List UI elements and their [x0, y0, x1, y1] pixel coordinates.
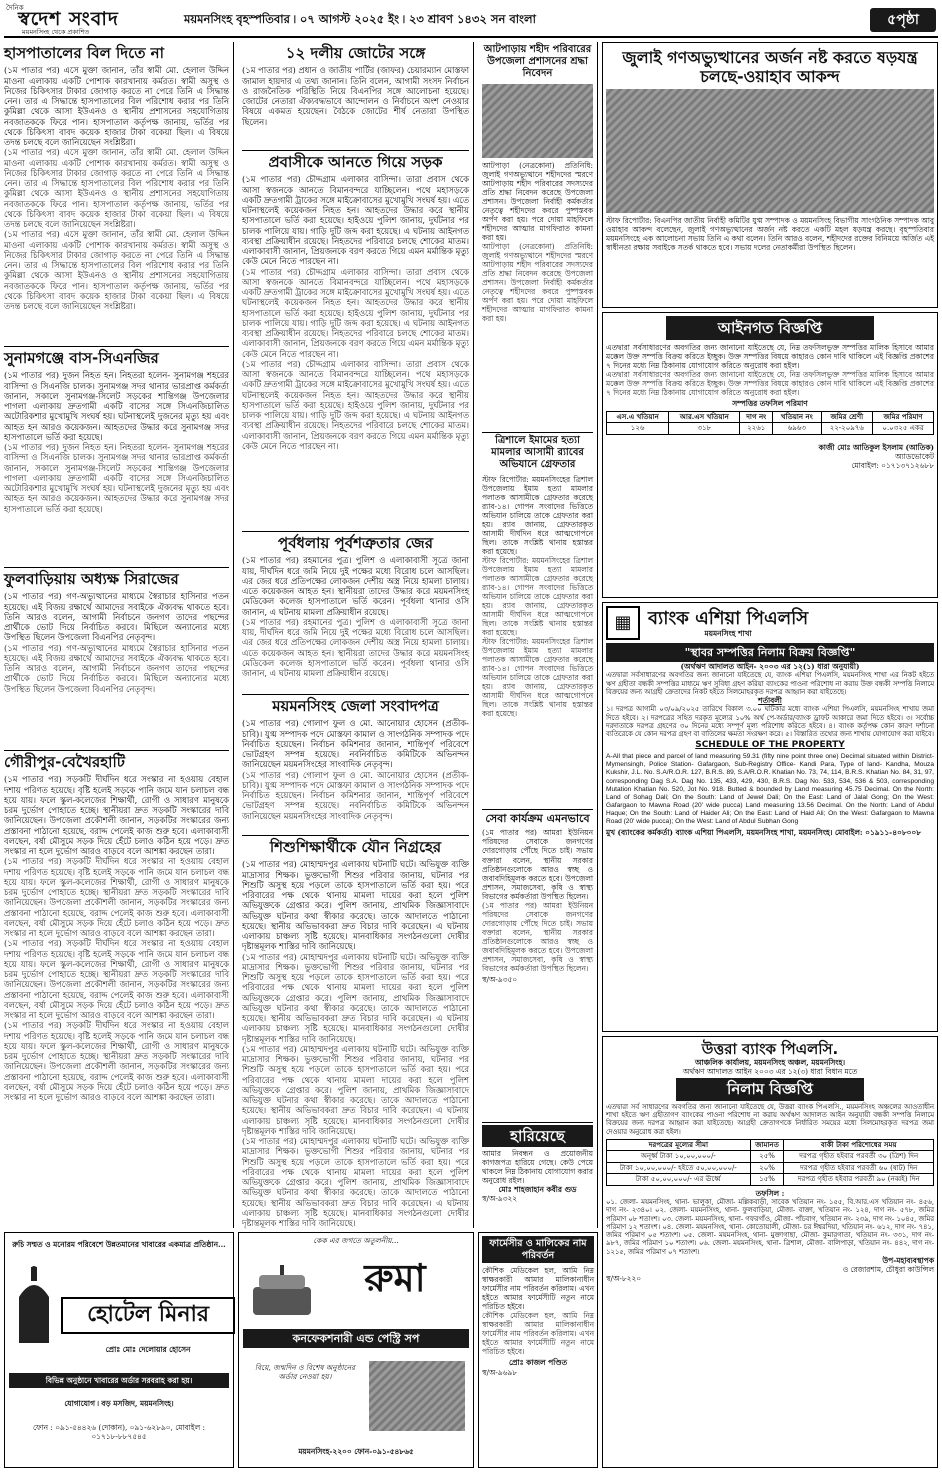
cake-photo: [369, 1361, 465, 1431]
headline: ময়মনসিংহ জেলা সংবাদপত্র: [272, 697, 439, 715]
headline: ১২ দলীয় জোটের সঙ্গে: [285, 44, 426, 62]
table-cell: ০.০৩২৫ একর: [873, 423, 934, 435]
article-body-continued: স্টাফ রিপোর্টার: ময়মনসিংহের ত্রিশাল উপজেলায় ইমাম হত্যা মামলার পলাতক আসামীকে গ্রেফতার করেছে র‌্যাব-১৪। গোপন সংবাদের ভিত্তিতে অভিযান চালিয়ে তাকে গ্রেফতার করা হয়। র‌্যাব জানায়, গ্রেফতারকৃত আসামী দীর্ঘদিন ধরে আত্মগোপনে ছিল। তাকে সংশ্লিষ্ট থানায় হস্তান্তর করা হয়েছে।: [482, 555, 593, 638]
masthead-prefix: দৈনিক: [6, 4, 24, 12]
article-body-continued: (১ম পাতার পর) সড়কটি দীর্ঘদিন ধরে সংস্কার না হওয়ায় বেহাল দশায় পরিণত হয়েছে। বৃষ্টি হলেই সড়কে পানি জমে যান চলাচল বন্ধ হয়ে যায়। ফলে স্কুল-কলেজের শিক্ষার্থী, রোগী ও সাধারণ মানুষকে চরম দুর্ভোগ পোহাতে হচ্ছে। স্থানীয়রা দ্রুত সড়কটি সংস্কারের দাবি জানিয়েছেন। উপজেলা প্রকৌশলী জানান, সড়কটির সংস্কারের জন্য প্রস্তাবনা পাঠানো হয়েছে, বরাদ্দ পেলেই কাজ শুরু হবে। এলাকাবাসী বলছেন, বর্ষা মৌসুমে সড়ক দিয়ে হেঁটে চলাও কঠিন হয়ে পড়ে। দ্রুত সংস্কার না হলে দুর্ভোগ আরও বাড়বে বলে আশঙ্কা করছেন তারা।: [4, 1020, 229, 1103]
table-header-cell: আর.এস খতিয়ান: [669, 411, 740, 423]
notice-designation: অ্যাডভোকেট: [895, 451, 934, 461]
notice-body-continued: এতদ্বারা সর্বসাধারণের অবগতির জন্য জানানো যাইতেছে যে, নিম্ন তফসিলভুক্ত সম্পত্তির মালিক হিসাবে আমার মক্কেল উক্ত সম্পত্তি বিক্রয় করিতে ইচ্ছুক। উক্ত সম্পত্তির বিষয়ে কাহারও কোন দাবি থাকিলে এই বিজ্ঞপ্তি প্রকাশের ৭ দিনের মধ্যে নিম্ন ঠিকানায় যোগাযোগ করিতে অনুরোধ করা হইল।: [606, 370, 934, 398]
ruma-note: বিয়ে, জন্মদিন ও বিশেষ অনুষ্ঠানের অর্ডার নেওয়া হয়।: [254, 1363, 356, 1382]
headline: হাসপাতালের বিল দিতে না: [4, 44, 164, 62]
table-cell: দরপত্র গৃহীত হইবার পরবর্তী ৩০ (ত্রিশ) দিন: [784, 1151, 934, 1163]
schedule-label: তফসিল :: [755, 1188, 785, 1198]
article-body-continued: (১ম পাতার পর) সড়কটি দীর্ঘদিন ধরে সংস্কার না হওয়ায় বেহাল দশায় পরিণত হয়েছে। বৃষ্টি হলেই সড়কে পানি জমে যান চলাচল বন্ধ হয়ে যায়। ফলে স্কুল-কলেজের শিক্ষার্থী, রোগী ও সাধারণ মানুষকে চরম দুর্ভোগ পোহাতে হচ্ছে। স্থানীয়রা দ্রুত সড়কটি সংস্কারের দাবি জানিয়েছেন। উপজেলা প্রকৌশলী জানান, সড়কটির সংস্কারের জন্য প্রস্তাবনা পাঠানো হয়েছে, বরাদ্দ পেলেই কাজ শুরু হবে। এলাকাবাসী বলছেন, বর্ষা মৌসুমে সড়ক দিয়ে হেঁটে চলাও কঠিন হয়ে পড়ে। দ্রুত সংস্কার না হলে দুর্ভোগ আরও বাড়বে বলে আশঙ্কা করছেন তারা।: [4, 938, 229, 1021]
notice-mobile: মোবাইল: ০১৭১৩৭১২৬৮৮: [851, 460, 934, 470]
news-photo: [482, 84, 593, 158]
article-body-continued: (১ম পাতার পর) এসে মুক্তা জানান, তাঁর স্বামী মো. হেলাল উদ্দিন মাওনা এলাকায় একটি পোশাক কারখানায় কর্মরত। স্বামী অসুস্থ ও নিজের চিকিৎসার টাকার জোগাড় করতে না পেরে তিনি এ সিদ্ধান্ত নেন। তার এ সিদ্ধান্তে হাসপাতালের বিল পরিশোধ করার পর তিনি কুমিল্লা থেকে আসা ইউএনও ও স্থানীয় প্রশাসনের সহযোগিতায় নবজাতককে ফিরে পান। হাসপাতাল কর্তৃপক্ষ জানায়, ভর্তির পর থেকে চিকিৎসা বাবদ কয়েক হাজার টাকা বকেয়া ছিল। এ বিষয়ে তদন্ত চলছে বলে জানিয়েছেন সংশ্লিষ্টরা।: [4, 229, 229, 312]
notice-footer: মুখ (ব্যাংকের কর্মকর্তা) ব্যাংক এশিয়া পিএলসি, ময়মনসিংহ শাখা, ময়মনসিংহ। মোবাইল: ০১৯১১-৪০৮০০৮: [606, 827, 922, 837]
hotel-address: যোগাযোগ ৷ বড় মসজিদ, ময়মনসিংহ।: [64, 1399, 174, 1408]
article-body-continued: (১ম পাতার পর) গণ-অভ্যুত্থানের মাধ্যমে স্বৈরাচার হাসিনার পতন হয়েছে। এই বিজয় রক্ষার্থে আমাদের সবাইকে ঐক্যবদ্ধ থাকতে হবে। তিনি আরও বলেন, আগামী নির্বাচনে জনগণ তাদের পছন্দের প্রার্থীকে ভোট দিয়ে নির্বাচিত করবে। মিছিলে অন্যান্যের মধ্যে উপস্থিত ছিলেন উপজেলা বিএনপির নেতৃবৃন্দ।: [4, 642, 229, 694]
notice-title: "স্থাবর সম্পত্তির নিলাম বিক্রয় বিজ্ঞপ্তি": [606, 643, 934, 662]
ruma-ad: [238, 1232, 474, 1468]
headline: জুলাই গণঅভ্যুত্থানের অর্জন নষ্ট করতে ষড়যন্ত্র চলছে-ওয়াহাব আকন্দ: [622, 48, 918, 87]
table-row: [607, 1151, 934, 1163]
article-body: (১ম পাতার পর) রহমানের পুত্র। পুলিশ ও এলাকাবাসী সূত্রে জানা যায়, দীর্ঘদিন ধরে জমি নিয়ে দুই পক্ষের মধ্যে বিরোধ চলে আসছিল। এর জের ধরে প্রতিপক্ষের লোকজন দেশীয় অস্ত্র নিয়ে হামলা চালায়। এতে কয়েকজন আহত হন। স্থানীয়রা তাদের উদ্ধার করে ময়মনসিংহ মেডিকেল কলেজ হাসপাতালে ভর্তি করেন। পূর্বধলা থানার ওসি জানান, এ ঘটনায় মামলা প্রক্রিয়াধীন রয়েছে।: [242, 555, 469, 617]
schedule-text: ০১. জেলা- ময়মনসিংহ, থানা- ভালুকা, মৌজা- মল্লিকবাড়ী, সাবেক খতিয়ান নং- ১৫৫, বি.আর.এস খতিয়ান নং- ৪৫৬, দাগ নং- ২৩৪০। ০২. জেলা- ময়মনসিংহ, থানা- ফুলবাড়িয়া, মৌজা- বাক্তা, খতিয়ান নং- ১২৪, দাগ নং- ৫৭৮, জমির পরিমাণ ০৮ শতাংশ। ০৩. জেলা- ময়মনসিংহ, থানা- গফরগাঁও, মৌজা- পাঁচবাগ, খতিয়ান নং- ২৩৯, দাগ নং- ১০৪৫, জমির পরিমাণ ১২ শতাংশ। ০৪. জেলা- ময়মনসিংহ, থানা- কোতোয়ালী, মৌজা- চর ঈশ্বরদিয়া, খতিয়ান নং- ৬১২, দাগ নং- ৭৪১, জমির পরিমাণ ০৫ শতাংশ। ০৫. জেলা- ময়মনসিংহ, থানা- মুক্তাগাছা, মৌজা- কুমারগাতা, খতিয়ান নং- ৩৩১, দাগ নং- ৯৮৭, জমির পরিমাণ ১০ শতাংশ। ০৬. জেলা- ময়মনসিংহ, থানা- ত্রিশাল, মৌজা- বালিপাড়া, খতিয়ান নং- ৪৪২, দাগ নং- ১২১৫, জমির পরিমাণ ০৭ শতাংশ।: [606, 1197, 934, 1256]
headline: আটপাড়ায় শহীদ পরিবারের উপজেলা প্রশাসনের শ্রদ্ধা নিবেদন: [483, 44, 592, 80]
schedule-table: [606, 411, 934, 435]
schedule-title: SCHEDULE OF THE PROPERTY: [695, 740, 845, 751]
table-header-row: [607, 411, 934, 423]
article-body-continued: (১ম পাতার পর) মোহাম্মদপুর এলাকায় ঘটনাটি ঘটে। অভিযুক্ত ব্যক্তি মাদ্রাসার শিক্ষক। ভুক্তভোগী শিশুর পরিবার জানায়, ঘটনার পর শিশুটি অসুস্থ হয়ে পড়লে তাকে হাসপাতালে ভর্তি করা হয়। পরে পরিবারের পক্ষ থেকে থানায় মামলা দায়ের করা হলে পুলিশ অভিযুক্তকে গ্রেপ্তার করে। পুলিশ জানায়, প্রাথমিক জিজ্ঞাসাবাদে অভিযুক্ত ঘটনার কথা স্বীকার করেছে। তাকে আদালতে পাঠানো হয়েছে। স্থানীয় অভিভাবকরা দ্রুত বিচার দাবি করেছেন। এ ঘটনায় এলাকায় চাঞ্চল্য সৃষ্টি হয়েছে। মানবাধিকার সংগঠনগুলো দোষীর দৃষ্টান্তমূলক শাস্তির দাবি জানিয়েছে।: [242, 1043, 469, 1136]
legal-notice: [602, 312, 938, 598]
column-left: [4, 42, 234, 1228]
article-body: স্টাফ রিপোর্টার: বিএনপির জাতীয় নির্বাহী কমিটির যুগ্ম সম্পাদক ও ময়মনসিংহ বিভাগীয় সাংগঠনিক সম্পাদক আবু ওয়াহাব আকন্দ বলেছেন, জুলাই গণঅভ্যুত্থানের অর্জন নষ্ট করতে একটি মহল ষড়যন্ত্র করছে। বৃহস্পতিবার ময়মনসিংহে এক আলোচনা সভায় তিনি এ কথা বলেন। তিনি আরও বলেন, শহীদদের রক্তের বিনিময়ে অর্জিত এই স্বাধীনতা রক্ষায় সবাইকে সতর্ক থাকতে হবে। সভায় দলের নেতাকর্মীরা উপস্থিত ছিলেন।: [606, 216, 934, 253]
bank-name: উত্তরা ব্যাংক পিএলসি.: [701, 1040, 839, 1058]
bank-name: ব্যাংক এশিয়া পিএলসি: [648, 607, 809, 629]
notice-body: আমার নিবন্ধন ও প্রয়োজনীয় কাগজপত্র হারিয়ে গেছে। কেউ পেয়ে থাকলে নিম্ন ঠিকানায় যোগাযোগ করার অনুরোধ রইল।: [482, 1149, 593, 1186]
article-body-continued: (১ম পাতার পর) মোহাম্মদপুর এলাকায় ঘটনাটি ঘটে। অভিযুক্ত ব্যক্তি মাদ্রাসার শিক্ষক। ভুক্তভোগী শিশুর পরিবার জানায়, ঘটনার পর শিশুটি অসুস্থ হয়ে পড়লে তাকে হাসপাতালে ভর্তি করা হয়। পরে পরিবারের পক্ষ থেকে থানায় মামলা দায়ের করা হলে পুলিশ অভিযুক্তকে গ্রেপ্তার করে। পুলিশ জানায়, প্রাথমিক জিজ্ঞাসাবাদে অভিযুক্ত ঘটনার কথা স্বীকার করেছে। তাকে আদালতে পাঠানো হয়েছে। স্থানীয় অভিভাবকরা দ্রুত বিচার দাবি করেছেন। এ ঘটনায় এলাকায় চাঞ্চল্য সৃষ্টি হয়েছে। মানবাধিকার সংগঠনগুলো দোষীর দৃষ্টান্তমূলক শাস্তির দাবি জানিয়েছে।: [242, 951, 469, 1044]
article-gouripur: [4, 753, 229, 1223]
table-cell: ২০%: [750, 1162, 784, 1174]
article-wahab: [602, 42, 938, 308]
headline: শিশুশিক্ষার্থীকে যৌন নিগ্রহের: [269, 838, 442, 856]
notice-signature: কাজী মোঃ আতিকুল ইসলাম (আতিক): [818, 442, 934, 452]
notice-conditions: ১। দরপত্র আগামী ০৩/০৯/২০২৫ তারিখে বিকাল ৩.০০ ঘটিকার মধ্যে ব্যাংক এশিয়া পিএলসি, ময়মনসিংহ শাখায় জমা দিতে হইবে। ২। দরপত্রের সহিত দরকৃত মূল্যের ১০% অর্থ পে-অর্ডার/ব্যাংক ড্রাফট আকারে জমা দিতে হইবে। ৩। সর্বোচ্চ দরদাতাকে দরপত্র গ্রহণের ৩০ দিনের মধ্যে সম্পূর্ণ মূল্য পরিশোধ করিতে হইবে। ৪। ব্যাংক কর্তৃপক্ষ কোন কারণ দর্শানো ব্যতিরেকে যে কোন দরপত্র গ্রহণ বা বাতিলের ক্ষমতা সংরক্ষণ করে। ৫। বিস্তারিত তথ্যের জন্য শাখায় যোগাযোগ করা যাইবে।: [606, 705, 934, 739]
bank-branch: ময়মনসিংহ শাখা: [704, 629, 752, 639]
article-body: (১ম পাতার পর) আমরা ইউনিয়ন পরিষদের সেবাকে জনগণের দোরগোড়ায় পৌঁছে দিতে চাই। সভায় বক্তারা বলেন, স্থানীয় সরকার প্রতিষ্ঠানগুলোকে আরও স্বচ্ছ ও জবাবদিহিমূলক করতে হবে। উপজেলা প্রশাসন, সমাজসেবা, কৃষি ও স্বাস্থ্য বিভাগের কর্মকর্তারা উপস্থিত ছিলেন।: [482, 828, 593, 901]
table-header-cell: বাকী টাকা পরিশোধের সময়: [784, 1139, 934, 1151]
article-body-continued: (১ম পাতার পর) এসে মুক্তা জানান, তাঁর স্বামী মো. হেলাল উদ্দিন মাওনা এলাকায় একটি পোশাক কারখানায় কর্মরত। স্বামী অসুস্থ ও নিজের চিকিৎসার টাকার জোগাড় করতে না পেরে তিনি এ সিদ্ধান্ত নেন। তার এ সিদ্ধান্তে হাসপাতালের বিল পরিশোধ করার পর তিনি কুমিল্লা থেকে আসা ইউএনও ও স্থানীয় প্রশাসনের সহযোগিতায় নবজাতককে ফিরে পান। হাসপাতাল কর্তৃপক্ষ জানায়, ভর্তির পর থেকে চিকিৎসা বাবদ কয়েক হাজার টাকা বকেয়া ছিল। এ বিষয়ে তদন্ত চলছে বলে জানিয়েছেন সংশ্লিষ্টরা।: [4, 147, 229, 230]
ad-code: স্ব/অ-৯৬৯৮: [482, 1367, 518, 1377]
notice-title: নিলাম বিজ্ঞপ্তি: [676, 1078, 864, 1100]
schedule-text: A-All that piece and parcel of land measuring 59.31 (fifty nine point three one) Decimal situated within District- Mymensingh, Police Station- Gafargaon, Sub-Registry Office- Kandi Para, Type of land- Kandha, Mouza Kukshir, J.L. No. S.A/R.O.R. 127, B.R.S. 89, S.A/R.O.R. Khatian No. 73, 74, 114, B.R.S. Khatian No. 84, 31, 97, corresponding Dag S.A. Dag No. 135, 433, 429, 430, B.R.S. Dag No. 533, 534, 536 & 503, corresponding Mutation Khatian No. 520, Jot No. 918. Butted & bounded by Land measuring 45.75 Decimal. On the North: Land of Sohag Dali; On the South: Land of Jewel Dali; On the East: Land of Jalal Gong; On the West: Gafargaon to Mawna Road (20' wide pucca) Land measuring 13.56 Decimal. On the North: Land of Abdul Haque; On the South: Land of Haider Ali; On the East: Land of Haid Ali; On the West: Gafargaon to Mawna Road (20' wide pucca); On the West: Land of Abdul Subhan Gong: [606, 753, 934, 825]
table-row: [607, 1174, 934, 1186]
article-body-continued: (১ম পাতার পর) রহমানের পুত্র। পুলিশ ও এলাকাবাসী সূত্রে জানা যায়, দীর্ঘদিন ধরে জমি নিয়ে দুই পক্ষের মধ্যে বিরোধ চলে আসছিল। এর জের ধরে প্রতিপক্ষের লোকজন দেশীয় অস্ত্র নিয়ে হামলা চালায়। এতে কয়েকজন আহত হন। স্থানীয়রা তাদের উদ্ধার করে ময়মনসিংহ মেডিকেল কলেজ হাসপাতালে ভর্তি করেন। পূর্বধলা থানার ওসি জানান, এ ঘটনায় মামলা প্রক্রিয়াধীন রয়েছে।: [242, 616, 469, 679]
ruma-footer: ময়মনসিংহ-২২০০ ফোন-০৯১-৫৪৮৬৫: [298, 1447, 414, 1456]
masthead-title: স্বদেশ সংবাদ: [18, 8, 119, 30]
notice-body-continued: কৌশিক মেডিকেল হল, আমি নিম্ন স্বাক্ষরকারী আমার মালিকানাধীন ফার্মেসীর নাম পরিবর্তন করিলাম। এখন হইতে আমার ফার্মেসীটি নতুন নামে পরিচিত হইবে।: [482, 1311, 594, 1357]
conditions-label: শর্তাবলী: [758, 696, 782, 706]
article-twelve-party: [242, 44, 469, 151]
article-atpara: [482, 44, 593, 433]
article-purbadhala: [242, 534, 469, 695]
article-body-continued: স্টাফ রিপোর্টার: ময়মনসিংহের ত্রিশাল উপজেলায় ইমাম হত্যা মামলার পলাতক আসামীকে গ্রেফতার করেছে র‌্যাব-১৪। গোপন সংবাদের ভিত্তিতে অভিযান চালিয়ে তাকে গ্রেফতার করা হয়। র‌্যাব জানায়, গ্রেফতারকৃত আসামী দীর্ঘদিন ধরে আত্মগোপনে ছিল। তাকে সংশ্লিষ্ট থানায় হস্তান্তর করা হয়েছে।: [482, 637, 593, 719]
article-body: (১ম পাতার পর) মোহাম্মদপুর এলাকায় ঘটনাটি ঘটে। অভিযুক্ত ব্যক্তি মাদ্রাসার শিক্ষক। ভুক্তভোগী শিশুর পরিবার জানায়, ঘটনার পর শিশুটি অসুস্থ হয়ে পড়লে তাকে হাসপাতালে ভর্তি করা হয়। পরে পরিবারের পক্ষ থেকে থানায় মামলা দায়ের করা হলে পুলিশ অভিযুক্তকে গ্রেপ্তার করে। পুলিশ জানায়, প্রাথমিক জিজ্ঞাসাবাদে অভিযুক্ত ঘটনার কথা স্বীকার করেছে। তাকে আদালতে পাঠানো হয়েছে। স্থানীয় অভিভাবকরা দ্রুত বিচার দাবি করেছেন। এ ঘটনায় এলাকায় চাঞ্চল্য সৃষ্টি হয়েছে। মানবাধিকার সংগঠনগুলো দোষীর দৃষ্টান্তমূলক শাস্তির দাবি জানিয়েছে।: [242, 859, 469, 952]
masthead-tagline: ময়মনসিংহ থেকে প্রকাশিত: [22, 28, 90, 36]
article-body: স্টাফ রিপোর্টার: ময়মনসিংহের ত্রিশাল উপজেলায় ইমাম হত্যা মামলার পলাতক আসামীকে গ্রেফতার করেছে র‌্যাব-১৪। গোপন সংবাদের ভিত্তিতে অভিযান চালিয়ে তাকে গ্রেফতার করা হয়। র‌্যাব জানায়, গ্রেফতারকৃত আসামী দীর্ঘদিন ধরে আত্মগোপনে ছিল। তাকে সংশ্লিষ্ট থানায় হস্তান্তর করা হয়েছে।: [482, 474, 593, 556]
table-cell: ২৫%: [750, 1151, 784, 1163]
article-body-continued: (১ম পাতার পর) দুজন নিহত হন। নিহতরা হলেন- সুনামগঞ্জ শহরের বাসিন্দা ও সিএনজি চালক। সুনামগঞ্জ সদর থানার ভারপ্রাপ্ত কর্মকর্তা জানান, সকালে সুনামগঞ্জ-সিলেট সড়কের শান্তিগঞ্জ উপজেলার পাগলা এলাকায় দ্রুতগামী একটি বাসের সঙ্গে সিএনজিচালিত অটোরিকশার মুখোমুখি সংঘর্ষ হয়। ঘটনাস্থলেই দুজনের মৃত্যু হয় এবং আহত হন আরও কয়েকজন। আহতদের উদ্ধার করে সুনামগঞ্জ সদর হাসপাতালে ভর্তি করা হয়েছে।: [4, 442, 229, 514]
table-cell: অনূর্ধ্ব টাকা ১০,০০,০০০/-: [607, 1151, 751, 1163]
table-cell: ২২-২০৯৭৬: [821, 423, 873, 435]
article-body-continued: আটপাড়া (নেত্রকোনা) প্রতিনিধি: জুলাই গণঅভ্যুত্থানে শহীদদের স্মরণে আটপাড়ায় শহীদ পরিবারের সদস্যদের প্রতি শ্রদ্ধা নিবেদন করেছে উপজেলা প্রশাসন। উপজেলা নির্বাহী কর্মকর্তার নেতৃত্বে শহীদদের কবরে পুষ্পস্তবক অর্পণ করা হয়। পরে দোয়া মাহফিলে শহীদদের আত্মার মাগফিরাত কামনা করা হয়।: [482, 241, 593, 324]
ad-tagline: কেক এর জগতে অতুলনীয়...: [313, 1236, 399, 1245]
hotel-minar-ad: [4, 1232, 234, 1468]
ad-code: স্ব/অ-৯৩৫০: [482, 974, 518, 984]
uttara-bank-notice: [602, 1036, 938, 1468]
notice-intro: এতদ্বারা সর্বসাধারণের অবগতির জন্য জানানো যাইতেছে যে, ব্যাংক এশিয়া পিএলসি, ময়মনসিংহ শাখা এর নিকট হইতে ঋণ গ্রহীতা বন্ধকী সম্পত্তির মাধ্যমে ঋণ সুবিধা গ্রহণ করিয়া ব্যাংকের পাওনা পরিশোধ না করায় উক্ত বন্ধকী সম্পত্তি নিলামে বিক্রয়ের জন্য আগ্রহী ক্রেতাদের নিকট হইতে সিলমোহরকৃত দরপত্র আহ্বান করা যাইতেছে।: [606, 671, 934, 696]
ruma-subtitle: কনফেকশনারী এন্ড পেস্ট্রি সপ: [243, 1329, 469, 1348]
notice-signature-sub: ও রেজারশাম, চৌধুরা কাউন্সিল: [842, 1264, 934, 1274]
bank-asia-header: [606, 606, 934, 640]
article-seba: [482, 812, 593, 1123]
table-header-cell: দাগ নং: [740, 411, 773, 423]
headline: ফার্মেসীর ও মালিকের নাম পরিবর্তন: [482, 1236, 594, 1263]
table-header-cell: জমির পরিমাণ: [873, 411, 934, 423]
schedule-label: সম্পত্তির তফসিল পরিমাণ: [732, 399, 808, 409]
article-body: আটপাড়া (নেত্রকোনা) প্রতিনিধি: জুলাই গণঅভ্যুত্থানে শহীদদের স্মরণে আটপাড়ায় শহীদ পরিবারের সদস্যদের প্রতি শ্রদ্ধা নিবেদন করেছে উপজেলা প্রশাসন। উপজেলা নির্বাহী কর্মকর্তার নেতৃত্বে শহীদদের কবরে পুষ্পস্তবক অর্পণ করা হয়। পরে দোয়া মাহফিলে শহীদদের আত্মার মাগফিরাত কামনা করা হয়।: [482, 160, 593, 242]
ad-tagline: রুচি সম্মত ও মনোরম পরিবেশে উন্নতমানের খাবারের একমাত্র প্রতিষ্ঠান...: [12, 1240, 226, 1249]
headline: ত্রিশালে ইমামের হত্যা মামলার আসামী র‌্যাবের অভিযানে গ্রেফতার: [491, 435, 584, 471]
headline: হারিয়েছে: [482, 1125, 593, 1147]
table-header-cell: জামানত: [750, 1139, 784, 1151]
hotel-phones: ফোন : ০৯১-৫৪৪২৬ (দোকান), ০৯১-৬২৮৯০, মোবাইল : ০১৭১৮-৮৮৭৫৪৫: [33, 1423, 205, 1442]
headline: ফুলবাড়িয়ায় অধ্যক্ষ সিরাজের: [4, 570, 179, 588]
article-body-continued: (১ম পাতার পর) গোলাপ ফুল ও মো. আনোয়ার হোসেন (প্রতীক- চাবি)। যুগ্ম সম্পাদক পদে মোস্তফা কামাল ও সাংগঠনিক সম্পাদক পদে নির্বাচিত হয়েছেন। নির্বাচন কমিশনার জানান, শান্তিপূর্ণ পরিবেশে ভোটগ্রহণ সম্পন্ন হয়েছে। নবনির্বাচিত কমিটিকে অভিনন্দন জানিয়েছেন ময়মনসিংহের সাংবাদিক নেতৃবৃন্দ।: [242, 769, 469, 821]
table-header-row: [607, 1139, 934, 1151]
table-cell: দরপত্র গৃহীত হইবার পরবর্তী ৯০ (নব্বই) দিন: [784, 1174, 934, 1186]
headline: পূর্বধলায় পূর্বশত্রুতার জের: [278, 534, 433, 552]
notice-body: এতদ্বারা সর্বসাধারণের অবগতির জন্য জানানো যাইতেছে যে, নিম্ন তফসিলভুক্ত সম্পত্তির মালিক হিসাবে আমার মক্কেল উক্ত সম্পত্তি বিক্রয় করিতে ইচ্ছুক। উক্ত সম্পত্তির বিষয়ে কাহারও কোন দাবি থাকিলে এই বিজ্ঞপ্তি প্রকাশের ৭ দিনের মধ্যে নিম্ন ঠিকানায় যোগাযোগ করিতে অনুরোধ করা হইল।: [606, 343, 934, 371]
bank-office: আঞ্চলিক কার্যালয়, ময়মনসিংহ অঞ্চল, ময়মনসিংহ।: [695, 1058, 845, 1068]
article-body: (১ম পাতার পর) এসে মুক্তা জানান, তাঁর স্বামী মো. হেলাল উদ্দিন মাওনা এলাকায় একটি পোশাক কারখানায় কর্মরত। স্বামী অসুস্থ ও নিজের চিকিৎসার টাকার জোগাড় করতে না পেরে তিনি এ সিদ্ধান্ত নেন। তার এ সিদ্ধান্তে হাসপাতালের বিল পরিশোধ করার পর তিনি কুমিল্লা থেকে আসা ইউএনও ও স্থানীয় প্রশাসনের সহযোগিতায় নবজাতককে ফিরে পান। হাসপাতাল কর্তৃপক্ষ জানায়, ভর্তির পর থেকে চিকিৎসা বাবদ কয়েক হাজার টাকা বকেয়া ছিল। এ বিষয়ে তদন্ত চলছে বলে জানিয়েছেন সংশ্লিষ্টরা।: [4, 65, 229, 148]
hotel-proprietor: প্রোঃ মোঃ দেলোয়ার হোসেন: [105, 1345, 191, 1354]
notice-law: (অর্থঋণ আদালত আইন- ২০০৩ এর ১২(১) ধারা অনুযায়ী): [680, 662, 860, 672]
article-sunamganj: [4, 349, 229, 568]
headline: সেবা কার্যক্রম এমনভাবে: [485, 812, 590, 825]
ad-code: স্ব/অ-৯৩২২: [482, 1194, 518, 1204]
article-trishal: [482, 435, 593, 810]
hotel-name: হোটেল মিনার: [61, 1297, 235, 1334]
article-body-continued: (১ম পাতার পর) চৌদ্দগ্রাম এলাকার বাসিন্দা। তারা প্রবাস থেকে আসা স্বজনকে আনতে বিমানবন্দরে যাচ্ছিলেন। পথে মহাসড়কে একটি দ্রুতগামী ট্রাকের সঙ্গে মাইক্রোবাসের মুখোমুখি সংঘর্ষ হয়। এতে ঘটনাস্থলেই কয়েকজন নিহত হন। আহতদের উদ্ধার করে স্থানীয় হাসপাতালে ভর্তি করা হয়েছে। হাইওয়ে পুলিশ জানায়, দুর্ঘটনার পর চালক পালিয়ে যায়। গাড়ি দুটি জব্দ করা হয়েছে। এ ঘটনায় আইনগত ব্যবস্থা প্রক্রিয়াধীন রয়েছে। নিহতদের পরিবারে চলছে শোকের মাতম। এলাকাবাসী জানান, প্রিয়জনকে বরণ করতে গিয়ে এমন মর্মান্তিক মৃত্যু কেউ মেনে নিতে পারছেন না।: [242, 358, 469, 451]
tender-table: [606, 1139, 934, 1186]
ad-code: স্ব/অ-৮২২০: [606, 1273, 642, 1283]
table-row: [607, 423, 934, 435]
article-hospital: [4, 44, 229, 347]
article-child-abuse: [242, 838, 469, 1229]
table-cell: ২২৬১: [740, 423, 773, 435]
article-probashi: [242, 153, 469, 532]
notice-signature: মোঃ শাহজাহান কবীর গুড: [498, 1185, 577, 1195]
notice-title: আইনগত বিজ্ঞপ্তি: [666, 316, 874, 340]
table-row: [607, 1162, 934, 1174]
news-photo: [606, 89, 934, 213]
masthead-logo: [4, 4, 180, 36]
article-body: (১ম পাতার পর) চৌদ্দগ্রাম এলাকার বাসিন্দা। তারা প্রবাস থেকে আসা স্বজনকে আনতে বিমানবন্দরে যাচ্ছিলেন। পথে মহাসড়কে একটি দ্রুতগামী ট্রাকের সঙ্গে মাইক্রোবাসের মুখোমুখি সংঘর্ষ হয়। এতে ঘটনাস্থলেই কয়েকজন নিহত হন। আহতদের উদ্ধার করে স্থানীয় হাসপাতালে ভর্তি করা হয়েছে। হাইওয়ে পুলিশ জানায়, দুর্ঘটনার পর চালক পালিয়ে যায়। গাড়ি দুটি জব্দ করা হয়েছে। এ ঘটনায় আইনগত ব্যবস্থা প্রক্রিয়াধীন রয়েছে। নিহতদের পরিবারে চলছে শোকের মাতম। এলাকাবাসী জানান, প্রিয়জনকে বরণ করতে গিয়ে এমন মর্মান্তিক মৃত্যু কেউ মেনে নিতে পারছেন না।: [242, 174, 469, 267]
cake-icon: [247, 1263, 317, 1319]
table-header-cell: এস.এ খতিয়ান: [607, 411, 669, 423]
column-narrow: [478, 42, 598, 1228]
article-fulbaria: [4, 570, 229, 751]
headline: সুনামগঞ্জে বাস-সিএনজির: [4, 349, 159, 367]
hotel-service: বিভিন্ন অনুষ্ঠানে খাবারের অর্ডার সরবরাহ করা হয়।: [9, 1373, 229, 1388]
notice-body: এতদ্বারা সর্ব সাধারণের অবগতির জন্য জানানো যাইতেছে যে, উত্তরা ব্যাংক পিএলসি., ময়মনসিংহ অঞ্চলের আওতাধীন শাখা হইতে ঋণ গ্রহীতাগণ ব্যাংকের পাওনা পরিশোধ না করায় অর্থঋণ আদালত আইন অনুযায়ী বন্ধকী সম্পত্তি নিলামে বিক্রয়ের জন্য দরপত্র আহ্বান করা যাইতেছে। আগ্রহী ক্রেতাগণকে নির্ধারিত সময়ের মধ্যে সিলমোহরকৃত দরপত্র জমা দেওয়ার অনুরোধ করা হইল।: [606, 1102, 934, 1136]
table-header-cell: দরপত্রের মূল্যের সীমা: [607, 1139, 751, 1151]
missing-notice: [482, 1125, 593, 1235]
article-body: (১ম পাতার পর) দুজন নিহত হন। নিহতরা হলেন- সুনামগঞ্জ শহরের বাসিন্দা ও সিএনজি চালক। সুনামগঞ্জ সদর থানার ভারপ্রাপ্ত কর্মকর্তা জানান, সকালে সুনামগঞ্জ-সিলেট সড়কের শান্তিগঞ্জ উপজেলার পাগলা এলাকায় দ্রুতগামী একটি বাসের সঙ্গে সিএনজিচালিত অটোরিকশার মুখোমুখি সংঘর্ষ হয়। ঘটনাস্থলেই দুজনের মৃত্যু হয় এবং আহত হন আরও কয়েকজন। আহতদের উদ্ধার করে সুনামগঞ্জ সদর হাসপাতালে ভর্তি করা হয়েছে।: [4, 370, 229, 442]
bank-asia-logo-icon: ▦: [606, 606, 640, 640]
table-cell: টাকা ৫০,০০,০০০/- এর ঊর্ধ্বে: [607, 1174, 751, 1186]
notice-law: অর্থঋণ আদালত আইন ২০০৩ এর ১২(৩) ধারা বিধান মতে: [682, 1067, 858, 1077]
table-cell: ১২৬: [607, 423, 669, 435]
notice-body: কৌশিক মেডিকেল হল, আমি নিম্ন স্বাক্ষরকারী আমার মালিকানাধীন ফার্মেসীর নাম পরিবর্তন করিলাম। এখন হইতে আমার ফার্মেসীটি নতুন নামে পরিচিত হইবে।: [482, 1266, 594, 1312]
bank-asia-notice: [602, 602, 938, 1032]
notice-signature: প্রোঃ কাজল পণ্ডিত: [508, 1358, 568, 1368]
article-body-continued: (১ম পাতার পর) আমরা ইউনিয়ন পরিষদের সেবাকে জনগণের দোরগোড়ায় পৌঁছে দিতে চাই। সভায় বক্তারা বলেন, স্থানীয় সরকার প্রতিষ্ঠানগুলোকে আরও স্বচ্ছ ও জবাবদিহিমূলক করতে হবে। উপজেলা প্রশাসন, সমাজসেবা, কৃষি ও স্বাস্থ্য বিভাগের কর্মকর্তারা উপস্থিত ছিলেন।: [482, 900, 593, 973]
headline: প্রবাসীকে আনতে গিয়ে সড়ক: [268, 153, 443, 171]
column-center: [238, 42, 474, 1228]
page-number: ৫পৃষ্ঠা: [870, 8, 936, 32]
dateline: ময়মনসিংহ বৃহস্পতিবার ৷ ০৭ আগস্ট ২০২৫ ইং ৷ ২৩ শ্রাবণ ১৪৩২ সন বাংলা: [184, 12, 536, 26]
article-body: (১ম পাতার পর) সড়কটি দীর্ঘদিন ধরে সংস্কার না হওয়ায় বেহাল দশায় পরিণত হয়েছে। বৃষ্টি হলেই সড়কে পানি জমে যান চলাচল বন্ধ হয়ে যায়। ফলে স্কুল-কলেজের শিক্ষার্থী, রোগী ও সাধারণ মানুষকে চরম দুর্ভোগ পোহাতে হচ্ছে। স্থানীয়রা দ্রুত সড়কটি সংস্কারের দাবি জানিয়েছেন। উপজেলা প্রকৌশলী জানান, সড়কটির সংস্কারের জন্য প্রস্তাবনা পাঠানো হয়েছে, বরাদ্দ পেলেই কাজ শুরু হবে। এলাকাবাসী বলছেন, বর্ষা মৌসুমে সড়ক দিয়ে হেঁটে চলাও কঠিন হয়ে পড়ে। দ্রুত সংস্কার না হলে দুর্ভোগ আরও বাড়বে বলে আশঙ্কা করছেন তারা।: [4, 774, 229, 857]
article-body-continued: (১ম পাতার পর) মোহাম্মদপুর এলাকায় ঘটনাটি ঘটে। অভিযুক্ত ব্যক্তি মাদ্রাসার শিক্ষক। ভুক্তভোগী শিশুর পরিবার জানায়, ঘটনার পর শিশুটি অসুস্থ হয়ে পড়লে তাকে হাসপাতালে ভর্তি করা হয়। পরে পরিবারের পক্ষ থেকে থানায় মামলা দায়ের করা হলে পুলিশ অভিযুক্তকে গ্রেপ্তার করে। পুলিশ জানায়, প্রাথমিক জিজ্ঞাসাবাদে অভিযুক্ত ঘটনার কথা স্বীকার করেছে। তাকে আদালতে পাঠানো হয়েছে। স্থানীয় অভিভাবকরা দ্রুত বিচার দাবি করেছেন। এ ঘটনায় এলাকায় চাঞ্চল্য সৃষ্টি হয়েছে। মানবাধিকার সংগঠনগুলো দোষীর দৃষ্টান্তমূলক শাস্তির দাবি জানিয়েছে।: [242, 1136, 469, 1229]
article-body-continued: (১ম পাতার পর) সড়কটি দীর্ঘদিন ধরে সংস্কার না হওয়ায় বেহাল দশায় পরিণত হয়েছে। বৃষ্টি হলেই সড়কে পানি জমে যান চলাচল বন্ধ হয়ে যায়। ফলে স্কুল-কলেজের শিক্ষার্থী, রোগী ও সাধারণ মানুষকে চরম দুর্ভোগ পোহাতে হচ্ছে। স্থানীয়রা দ্রুত সড়কটি সংস্কারের দাবি জানিয়েছেন। উপজেলা প্রকৌশলী জানান, সড়কটির সংস্কারের জন্য প্রস্তাবনা পাঠানো হয়েছে, বরাদ্দ পেলেই কাজ শুরু হবে। এলাকাবাসী বলছেন, বর্ষা মৌসুমে সড়ক দিয়ে হেঁটে চলাও কঠিন হয়ে পড়ে। দ্রুত সংস্কার না হলে দুর্ভোগ আরও বাড়বে বলে আশঙ্কা করছেন তারা।: [4, 856, 229, 939]
column-right: [602, 42, 938, 1468]
table-header-cell: খতিয়ান নং: [773, 411, 821, 423]
article-body: (১ম পাতার পর) গোলাপ ফুল ও মো. আনোয়ার হোসেন (প্রতীক- চাবি)। যুগ্ম সম্পাদক পদে মোস্তফা কামাল ও সাংগঠনিক সম্পাদক পদে নির্বাচিত হয়েছেন। নির্বাচন কমিশনার জানান, শান্তিপূর্ণ পরিবেশে ভোটগ্রহণ সম্পন্ন হয়েছে। নবনির্বাচিত কমিটিকে অভিনন্দন জানিয়েছেন ময়মনসিংহের সাংবাদিক নেতৃবৃন্দ।: [242, 718, 469, 770]
table-cell: টাকা ১০,০০,০০০/- হইতে ৫০,০০,০০০/-: [607, 1162, 751, 1174]
table-header-cell: জমির শ্রেণী: [821, 411, 873, 423]
table-cell: দরপত্র গৃহীত হইবার পরবর্তী ৬০ (ষাট) দিন: [784, 1162, 934, 1174]
article-press-club: [242, 697, 469, 836]
table-cell: ৬৯৬৩: [773, 423, 821, 435]
article-body-continued: (১ম পাতার পর) চৌদ্দগ্রাম এলাকার বাসিন্দা। তারা প্রবাস থেকে আসা স্বজনকে আনতে বিমানবন্দরে যাচ্ছিলেন। পথে মহাসড়কে একটি দ্রুতগামী ট্রাকের সঙ্গে মাইক্রোবাসের মুখোমুখি সংঘর্ষ হয়। এতে ঘটনাস্থলেই কয়েকজন নিহত হন। আহতদের উদ্ধার করে স্থানীয় হাসপাতালে ভর্তি করা হয়েছে। হাইওয়ে পুলিশ জানায়, দুর্ঘটনার পর চালক পালিয়ে যায়। গাড়ি দুটি জব্দ করা হয়েছে। এ ঘটনায় আইনগত ব্যবস্থা প্রক্রিয়াধীন রয়েছে। নিহতদের পরিবারে চলছে শোকের মাতম। এলাকাবাসী জানান, প্রিয়জনকে বরণ করতে গিয়ে এমন মর্মান্তিক মৃত্যু কেউ মেনে নিতে পারছেন না।: [242, 266, 469, 359]
article-body: (১ম পাতার পর) গণ-অভ্যুত্থানের মাধ্যমে স্বৈরাচার হাসিনার পতন হয়েছে। এই বিজয় রক্ষার্থে আমাদের সবাইকে ঐক্যবদ্ধ থাকতে হবে। তিনি আরও বলেন, আগামী নির্বাচনে জনগণ তাদের পছন্দের প্রার্থীকে ভোট দিয়ে নির্বাচিত করবে। মিছিলে অন্যান্যের মধ্যে উপস্থিত ছিলেন উপজেলা বিএনপির নেতৃবৃন্দ।: [4, 591, 229, 643]
notice-signature: উপ-মহাব্যবস্থাপক: [882, 1255, 934, 1265]
masthead: [4, 4, 938, 38]
mosque-icon: [11, 1267, 57, 1343]
article-body: (১ম পাতার পর) প্রধান ও জাতীয় পার্টির (জাফর) চেয়ারম্যান মোস্তফা জামাল হায়দার এ তথ্য জানান। তিনি বলেন, আগামী সংসদ নির্বাচন ও রাজনৈতিক পরিস্থিতি নিয়ে বিএনপির সঙ্গে আলোচনা হয়েছে। জোটের নেতারা ঐক্যবদ্ধভাবে আন্দোলন ও নির্বাচনে অংশ নেওয়ার বিষয়ে একমত হয়েছেন। বৈঠকে জোটের শীর্ষ নেতারা উপস্থিত ছিলেন।: [242, 65, 469, 127]
pharmacy-notice: [478, 1232, 598, 1468]
headline: গৌরীপুর-বেখৈরহাটি: [4, 753, 125, 771]
table-cell: ৩১৮: [669, 423, 740, 435]
table-cell: ১৫%: [750, 1174, 784, 1186]
ruma-name: রুমা: [364, 1256, 426, 1300]
